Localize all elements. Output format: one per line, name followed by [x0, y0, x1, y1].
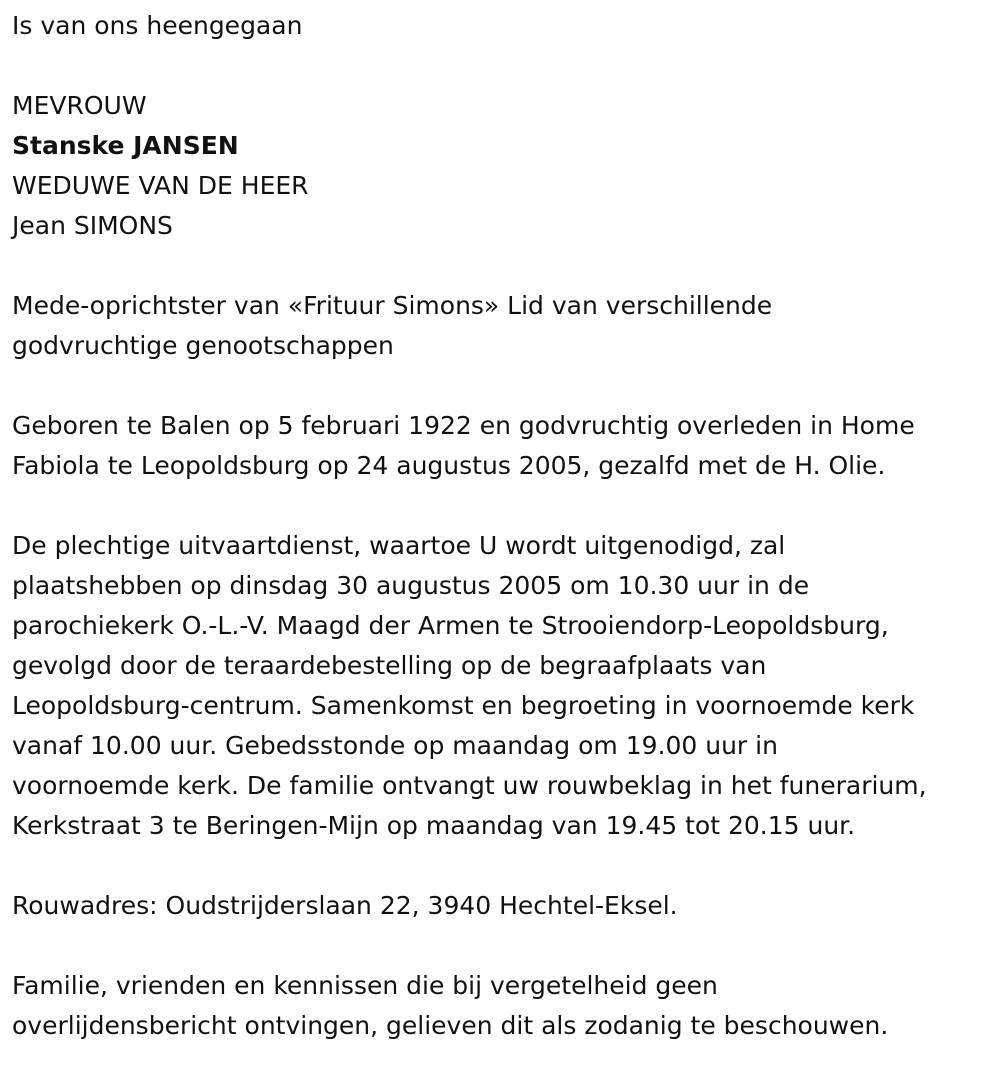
spacer — [12, 46, 988, 86]
birth-death-line: Geboren te Balen op 5 februari 1922 en godvruchtig overleden in Home — [12, 411, 915, 440]
closing-line: Familie, vrienden en kennissen die bij vergetelheid geen — [12, 971, 718, 1000]
mourning-address: Rouwadres: Oudstrijderslaan 22, 3940 Hechtel-Eksel. — [12, 891, 678, 920]
description-line: Mede-oprichtster van «Frituur Simons» Lid van verschillende — [12, 291, 773, 320]
spacer — [12, 846, 988, 886]
intro-text: Is van ons heengegaan — [12, 11, 303, 40]
service-line: voornoemde kerk. De familie ontvangt uw rouwbeklag in het funerarium, — [12, 771, 927, 800]
spacer — [12, 926, 988, 966]
deceased-name: Stanske JANSEN — [12, 131, 239, 160]
service-line: vanaf 10.00 uur. Gebedsstonde op maandag om 19.00 uur in — [12, 731, 778, 760]
service-line: plaatshebben op dinsdag 30 augustus 2005 om 10.30 uur in de — [12, 571, 810, 600]
spacer — [12, 366, 988, 406]
spacer — [12, 246, 988, 286]
service-line: Leopoldsburg-centrum. Samenkomst en begroeting in voornoemde kerk — [12, 691, 915, 720]
relation-text: WEDUWE VAN DE HEER — [12, 171, 309, 200]
service-line: gevolgd door de teraardebestelling op de begraafplaats van — [12, 651, 767, 680]
description-line: godvruchtige genootschappen — [12, 331, 394, 360]
service-line: parochiekerk O.-L.-V. Maagd der Armen te Strooiendorp-Leopoldsburg, — [12, 611, 889, 640]
spouse-name: Jean SIMONS — [12, 211, 173, 240]
spacer — [12, 486, 988, 526]
service-line: De plechtige uitvaartdienst, waartoe U wordt uitgenodigd, zal — [12, 531, 786, 560]
title-prefix: MEVROUW — [12, 91, 147, 120]
birth-death-line: Fabiola te Leopoldsburg op 24 augustus 2005, gezalfd met de H. Olie. — [12, 451, 886, 480]
closing-line: overlijdensbericht ontvingen, gelieven dit als zodanig te beschouwen. — [12, 1011, 889, 1040]
service-line: Kerkstraat 3 te Beringen-Mijn op maandag van 19.45 tot 20.15 uur. — [12, 811, 856, 840]
